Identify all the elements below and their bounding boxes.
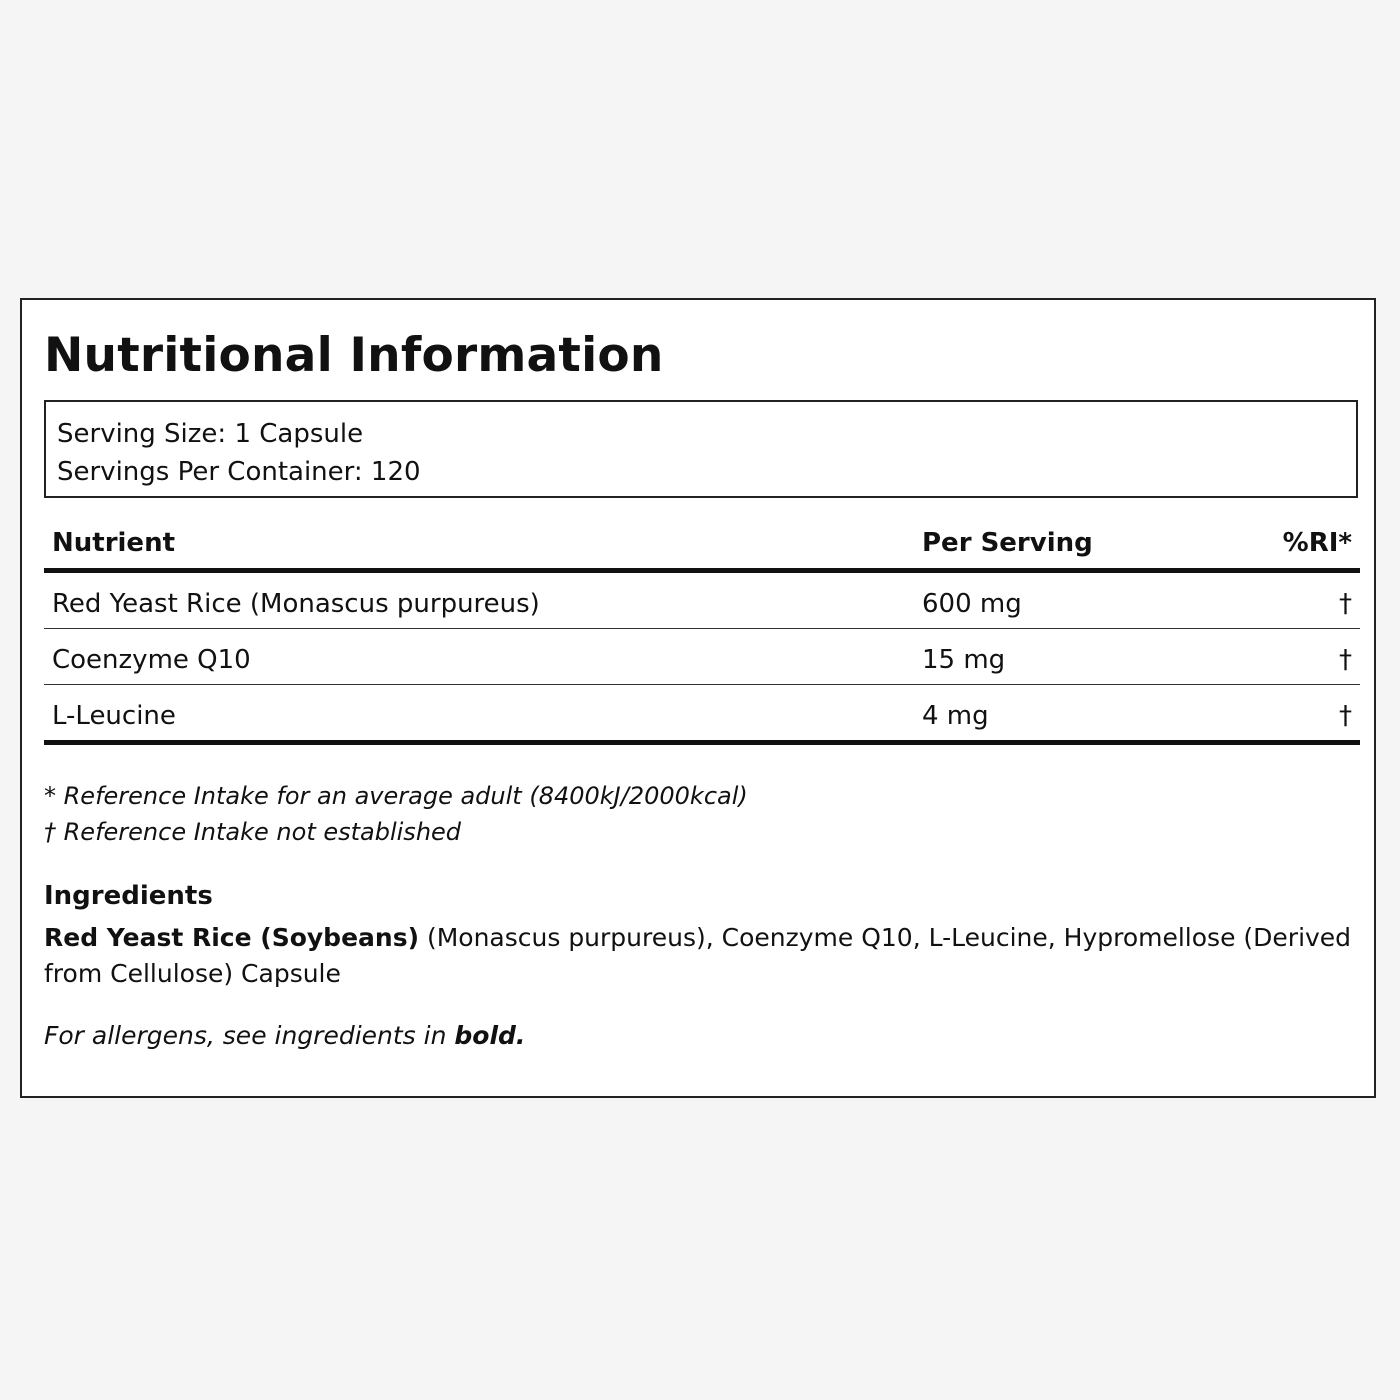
table-row <box>44 573 1360 629</box>
ri-footnote: * Reference Intake for an average adult (8400kJ/2000kcal) <box>44 782 748 810</box>
row-ri: † <box>1339 589 1352 619</box>
nutrition-panel <box>20 298 1376 1098</box>
servings-per-container: Servings Per Container: 120 <box>57 457 421 487</box>
allergen-note <box>44 1018 525 1054</box>
allergen-note-bold: bold. <box>454 1021 526 1050</box>
row-ri: † <box>1339 645 1352 675</box>
page-title: Nutritional Information <box>44 328 664 383</box>
row-nutrient: L-Leucine <box>52 701 176 731</box>
header-ri: %RI* <box>1282 528 1352 558</box>
header-nutrient: Nutrient <box>52 528 176 558</box>
allergen-ingredient: Red Yeast Rice (Soybeans) <box>44 923 419 952</box>
table-row <box>44 629 1360 685</box>
row-per-serving: 600 mg <box>922 589 1022 619</box>
dagger-footnote: † Reference Intake not established <box>44 818 462 846</box>
allergen-note-prefix: For allergens, see ingredients in <box>44 1021 455 1050</box>
row-nutrient: Red Yeast Rice (Monascus purpureus) <box>52 589 540 619</box>
table-header <box>44 520 1360 573</box>
row-per-serving: 4 mg <box>922 701 989 731</box>
row-ri: † <box>1339 701 1352 731</box>
row-per-serving: 15 mg <box>922 645 1006 675</box>
ingredients-heading: Ingredients <box>44 881 213 911</box>
ingredients-list <box>44 920 1354 992</box>
nutrient-table <box>44 520 1360 745</box>
serving-info-box <box>44 400 1358 498</box>
table-row <box>44 685 1360 745</box>
serving-size: Serving Size: 1 Capsule <box>57 419 364 449</box>
row-nutrient: Coenzyme Q10 <box>52 645 251 675</box>
footnotes <box>44 778 748 850</box>
header-per-serving: Per Serving <box>922 528 1093 558</box>
ingredients-rest: (Monascus purpureus), Coenzyme Q10, L-Leucine, Hypromellose (Derived from Cellulose) Capsule <box>44 923 1352 988</box>
